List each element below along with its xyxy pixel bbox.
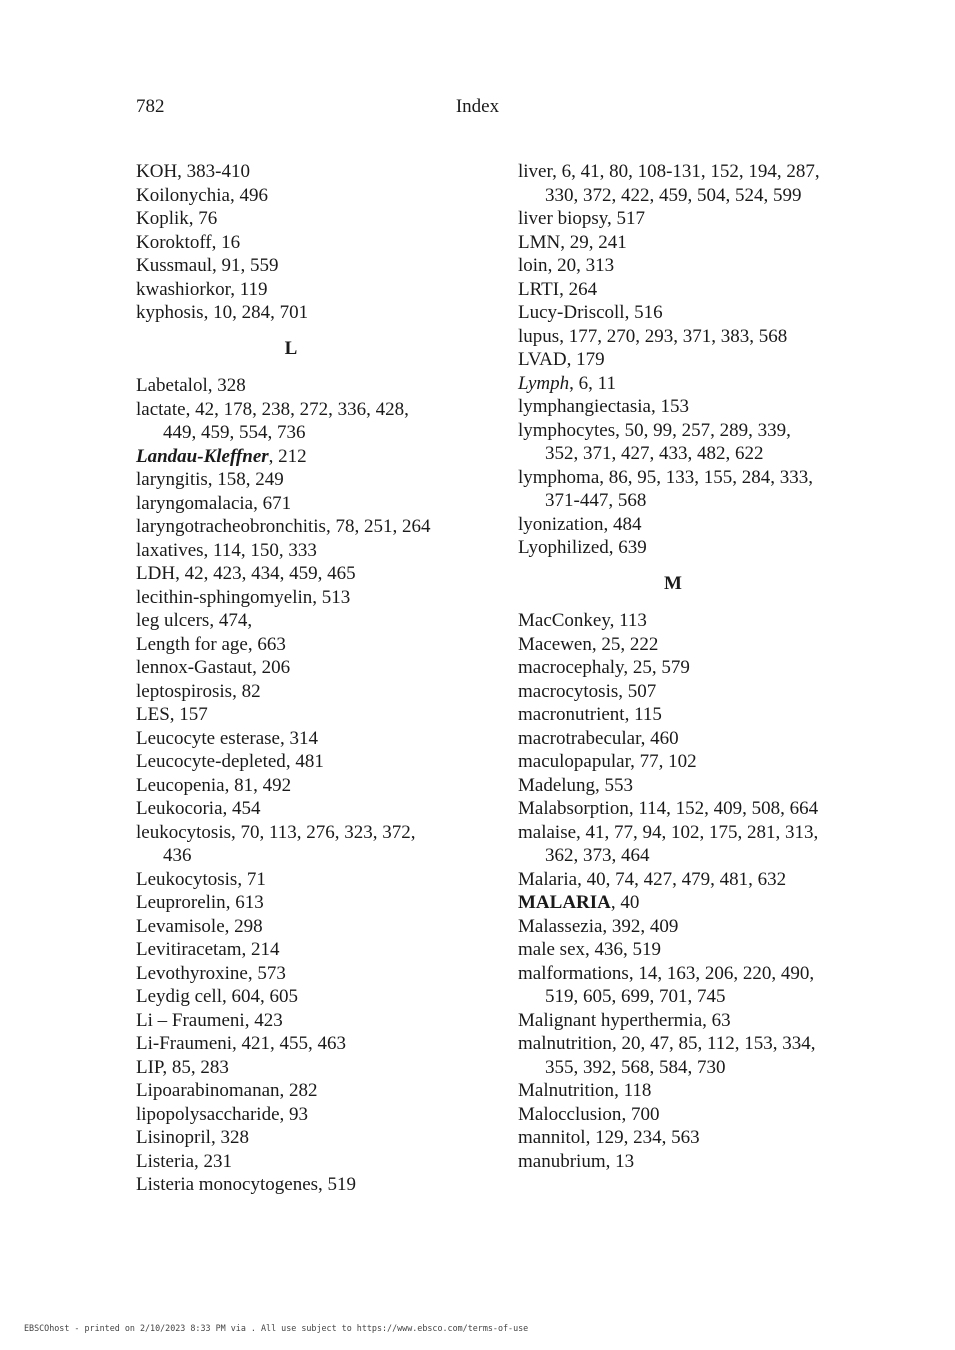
index-page-refs: , 423 [244,1009,283,1031]
index-page-refs: , 513 [312,586,351,608]
index-term: Lymph [518,372,570,394]
index-entry [136,207,446,231]
index-entry [518,633,828,657]
index-term: Leuprorelin [136,892,226,913]
index-term: Madelung [518,774,596,796]
index-page-refs: , 206 [252,657,291,678]
index-entry [136,301,446,325]
index-term: Lipoarabinomanan [136,1080,280,1101]
index-term: Macewen [518,633,592,655]
index-page-refs: , 496 [229,184,268,206]
index-term: maculopapular [518,751,631,772]
index-page-refs: , 700 [621,1103,660,1125]
index-entry [136,1103,446,1127]
index-page-refs: , 20, 313 [547,255,615,276]
index-entry [136,1173,446,1197]
index-entry [518,372,828,396]
page-number: 782 [136,96,165,117]
index-term: male sex [518,939,586,960]
index-entry [518,915,828,939]
index-page-refs: , 129, 234, 563 [585,1127,700,1148]
index-term: macrotrabecular [518,727,641,749]
index-entry [136,1126,446,1150]
index-term: LVAD [518,349,567,370]
index-page-refs: , 14, 163, 206, 220, 490, 519, 605, 699, 701, 745 [545,962,815,1007]
index-page-refs: , 328 [210,1127,249,1148]
index-entry [518,1032,828,1079]
index-entry [518,207,828,231]
index-page-refs: , 119 [230,278,268,300]
index-entry [136,278,446,302]
index-entry [136,184,446,208]
index-entry [136,1150,446,1174]
index-term: Koplik [136,208,189,229]
index-term: Labetalol [136,375,208,396]
index-page-refs: , 42, 178, 238, 272, 336, 428, 449, 459, 554, 736 [163,398,409,443]
index-term: Leydig cell [136,986,222,1007]
index-entry [136,160,446,184]
index-page-refs: , 298 [224,915,263,937]
index-entry [136,539,446,563]
index-term: lymphocytes [518,419,616,441]
index-entry [136,1056,446,1080]
index-page-refs: , 71 [237,868,266,890]
index-entry [518,231,828,255]
index-page-refs: , 6, 41, 80, 108-131, 152, 194, 287, 330, 372, 422, 459, 504, 524, 599 [545,161,820,206]
index-term: LIP [136,1056,163,1078]
index-page-refs: , 42, 423, 434, 459, 465 [175,563,356,584]
index-entry [518,325,828,349]
index-term: MALARIA [518,892,611,913]
index-page-refs: , 41, 77, 94, 102, 175, 281, 313, 362, 373, 464 [545,821,819,866]
index-term: macrocephaly [518,657,624,678]
index-entry [136,1079,446,1103]
index-entry [136,985,446,1009]
index-term: leukocytosis [136,821,231,843]
index-term: Li-Fraumeni [136,1033,233,1054]
index-entry [518,348,828,372]
index-term: lactate [136,398,186,420]
index-term: Landau-Kleffner [136,445,269,467]
index-entry [518,938,828,962]
index-term: MacConkey [518,610,610,631]
index-page-refs: , 82 [232,680,261,702]
index-term: LMN [518,231,561,253]
index-page-refs: , 383-410 [177,161,250,182]
index-page-refs: , 77, 102 [630,751,697,772]
index-page-refs: , 484 [603,513,642,535]
index-term: Malassezia [518,915,603,937]
index-page-refs: , 212 [268,445,307,467]
index-page-refs: , 516 [624,302,663,323]
index-page-refs: , 70, 113, 276, 323, 372, 436 [163,821,416,866]
index-entry [136,1009,446,1033]
index-page-refs: , 231 [194,1150,233,1172]
index-entry [136,492,446,516]
index-page-refs: , 40, 74, 427, 479, 481, 632 [577,868,787,890]
index-entry [518,1079,828,1103]
index-page-refs: , 29, 241 [560,231,627,253]
index-term: lipopolysaccharide [136,1103,280,1125]
index-page-refs: , 421, 455, 463 [232,1033,347,1054]
index-page-refs: , 157 [169,704,208,725]
index-term: laryngotracheobronchitis [136,516,326,537]
index-entry [136,374,446,398]
index-term: lymphoma [518,466,600,488]
index-page-refs: , 63 [702,1009,731,1031]
section-letter-heading: M [664,572,682,594]
index-entry [136,398,446,445]
index-entry [518,1126,828,1150]
index-page-refs: , 118 [614,1080,652,1101]
index-page-refs: , 115 [624,704,662,725]
index-entry [136,703,446,727]
index-entry [136,938,446,962]
index-term: Leukocytosis [136,868,238,890]
index-term: kwashiorkor [136,278,231,300]
index-page-refs: , 573 [247,962,286,984]
index-term: LRTI [518,278,560,300]
index-page-refs: , 93 [279,1103,309,1125]
index-term: Lisinopril [136,1127,211,1148]
index-page-refs: , 474, [209,610,253,631]
index-page-refs: , 78, 251, 264 [325,516,431,537]
index-page-refs: , 13 [605,1150,635,1172]
index-entry [136,727,446,751]
index-entry [518,536,828,560]
index-term: Length for age [136,633,248,655]
index-term: Leucocyte esterase [136,727,280,749]
index-entry [136,797,446,821]
index-page-refs: , 86, 95, 133, 155, 284, 333, 371-447, 568 [545,466,814,511]
index-entry [136,962,446,986]
index-entry [136,445,446,469]
index-page-refs: , 10, 284, 701 [203,302,309,323]
index-entry [136,774,446,798]
index-term: liver [518,161,553,182]
index-entry [518,727,828,751]
index-page-refs: , 481 [285,751,324,772]
index-entry [136,562,446,586]
index-column-left [136,160,446,1197]
index-entry [518,797,828,821]
index-entry [518,656,828,680]
index-page-refs: , 454 [222,798,261,819]
index-page-refs: , 553 [595,774,634,796]
index-term: LDH [136,563,176,584]
index-term: Malignant hyperthermia [518,1009,703,1031]
running-title: Index [455,96,500,117]
index-entry [518,891,828,915]
index-page-refs: , 392, 409 [602,915,679,937]
index-entry [518,278,828,302]
index-term: Leucocyte-depleted [136,751,286,772]
index-page-refs: , 517 [607,208,646,229]
index-term: Malocclusion [518,1103,622,1125]
index-page-refs: , 113 [609,610,647,631]
index-entry [518,962,828,1009]
page-header [136,96,819,122]
index-term: macronutrient [518,704,625,725]
index-entry [518,1103,828,1127]
index-page-refs: , 114, 150, 333 [203,539,317,561]
index-entry [518,466,828,513]
section-letter-heading: L [284,337,298,359]
index-entry [518,868,828,892]
index-entry [136,515,446,539]
index-page-refs: , 25, 222 [591,633,659,655]
index-entry [136,821,446,868]
index-page-refs: , 460 [640,727,679,749]
index-entry [518,1150,828,1174]
index-page-refs: , 328 [207,375,246,396]
footer-notice: EBSCOhost - printed on 2/10/2023 8:33 PM via . All use subject to https://www.ebsco.com/terms-of-use [24,1323,529,1333]
index-entry [518,680,828,704]
index-page-refs: , 25, 579 [623,657,690,678]
index-term: lyonization [518,513,604,535]
index-term: mannitol [518,1127,586,1148]
index-term: Lyophilized [518,537,609,558]
index-entry [136,656,446,680]
index-entry [136,254,446,278]
index-page-refs: , 507 [618,680,657,702]
index-entry [136,868,446,892]
index-term: Li – Fraumeni [136,1009,245,1031]
index-entry [136,891,446,915]
index-page-refs: , 314 [280,727,318,749]
index-entry [136,680,446,704]
index-page-refs: , 436, 519 [585,939,662,960]
index-page-refs: , 85, 283 [162,1056,229,1078]
index-entry [136,633,446,657]
index-entry [136,1032,446,1056]
index-page-refs: , 6, 11 [569,372,616,394]
index-page-refs: , 179 [566,349,605,370]
index-entry [136,231,446,255]
index-term: Levothyroxine [136,962,248,984]
index-page-refs: , 16 [211,231,241,253]
index-entry [136,609,446,633]
index-entry [518,160,828,207]
index-page-refs: , 613 [225,892,264,913]
index-term: Malnutrition [518,1080,615,1101]
index-page-refs: , 663 [247,633,286,655]
index-term: malnutrition [518,1033,612,1054]
index-entry [518,821,828,868]
index-term: KOH [136,161,178,182]
index-page-refs: , 639 [608,537,647,558]
index-term: Levitiracetam [136,939,242,960]
index-term: macrocytosis [518,680,619,702]
index-term: liver biopsy [518,208,608,229]
index-page-refs: , 20, 47, 85, 112, 153, 334, 355, 392, 568, 584, 730 [545,1033,816,1078]
index-page-refs: , 114, 152, 409, 508, 664 [628,798,819,819]
index-term: Lucy-Driscoll [518,302,625,323]
index-entry [518,774,828,798]
index-entry [518,609,828,633]
index-entry [518,254,828,278]
index-entry [518,513,828,537]
index-term: laryngomalacia [136,492,254,514]
index-term: laryngitis [136,469,208,490]
index-term: manubrium [518,1150,606,1172]
index-entry [518,750,828,774]
index-term: Malaria [518,868,578,890]
index-page-refs: , 91, 559 [212,255,279,276]
index-entry [136,750,446,774]
index-page-refs: , 40 [610,892,640,913]
index-page-refs: , 214 [241,939,280,960]
index-term: Leukocoria [136,798,223,819]
index-entry [518,703,828,727]
index-term: lupus [518,325,560,347]
index-term: Listeria [136,1150,195,1172]
index-term: Koilonychia [136,184,230,206]
index-term: Listeria monocytogenes [136,1174,319,1195]
index-term: malaise [518,821,577,843]
index-term: leg ulcers [136,610,210,631]
index-page-refs: , 604, 605 [222,986,298,1007]
index-entry [136,586,446,610]
index-term: loin [518,255,548,276]
index-term: lennox-Gastaut [136,657,253,678]
index-page-refs: , 81, 492 [224,774,292,796]
index-term: Malabsorption [518,798,629,819]
index-term: lymphangiectasia [518,396,651,417]
index-page-refs: , 264 [559,278,598,300]
index-term: Koroktoff [136,231,212,253]
index-page-refs: , 158, 249 [207,469,284,490]
index-term: LES [136,704,170,725]
index-term: leptospirosis [136,680,233,702]
index-entry [518,419,828,466]
index-term: Levamisole [136,915,225,937]
index-term: Leucopenia [136,774,225,796]
index-column-right [518,160,828,1173]
index-page-refs: , 519 [318,1174,357,1195]
index-page-refs: , 76 [188,208,218,229]
index-term: kyphosis [136,302,204,323]
index-term: Kussmaul [136,255,212,276]
index-entry [136,468,446,492]
index-entry [518,1009,828,1033]
index-entry [136,915,446,939]
index-entry [518,395,828,419]
index-entry [518,301,828,325]
index-term: laxatives [136,539,204,561]
index-page-refs: , 671 [253,492,292,514]
index-term: malformations [518,962,629,984]
index-page-refs: , 177, 270, 293, 371, 383, 568 [559,325,788,347]
index-term: lecithin-sphingomyelin [136,586,313,608]
index-page-refs: , 50, 99, 257, 289, 339, 352, 371, 427, 433, 482, 622 [545,419,791,464]
index-page-refs: , 282 [279,1080,318,1101]
index-page-refs: , 153 [650,396,689,417]
